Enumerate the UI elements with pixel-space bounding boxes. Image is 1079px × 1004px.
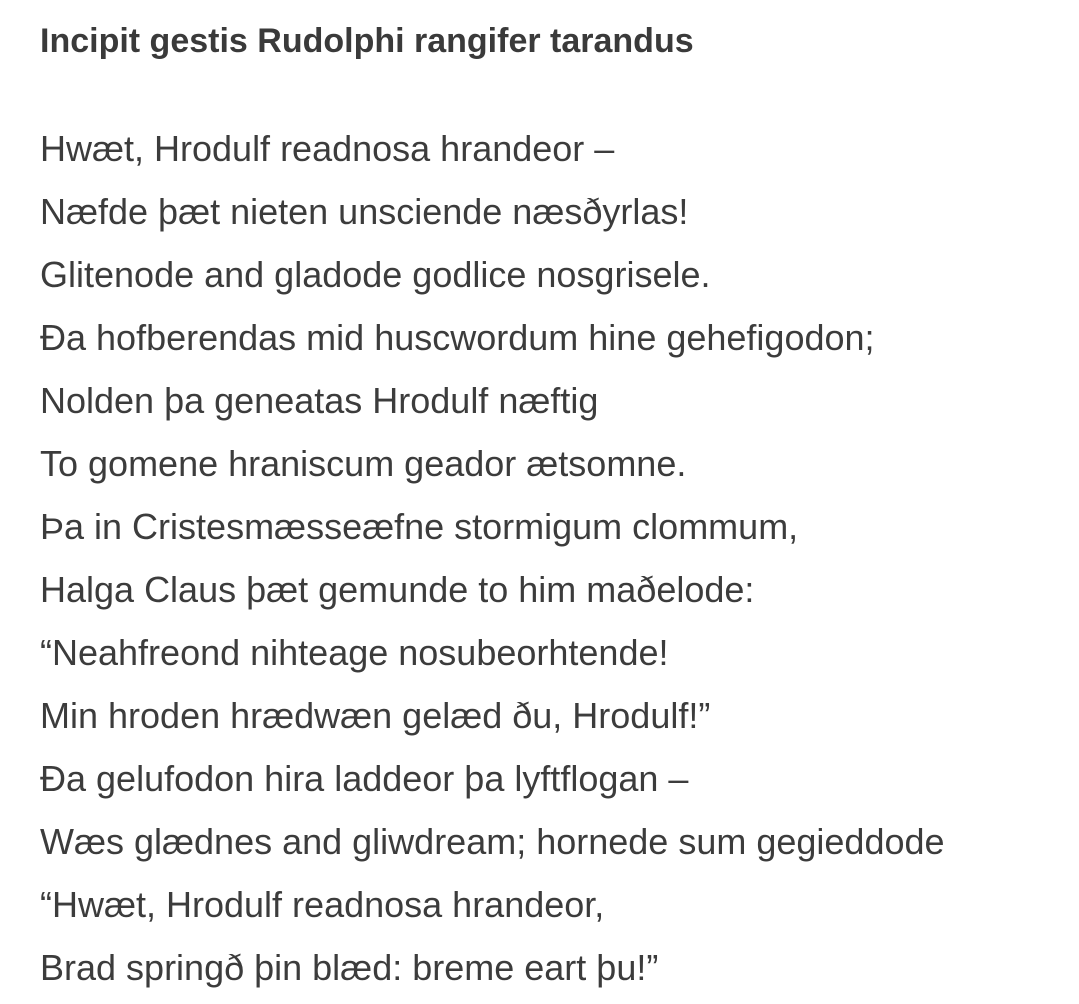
poem-line: Þa in Cristesmæsseæfne stormigum clommum,	[40, 506, 799, 547]
poem-body	[40, 117, 945, 999]
poem-line: Nolden þa geneatas Hrodulf næftig	[40, 380, 599, 421]
poem-line: Min hroden hrædwæn gelæd ðu, Hrodulf!”	[40, 695, 711, 736]
poem-line: Glitenode and gladode godlice nosgrisele.	[40, 254, 711, 295]
poem-line: Hwæt, Hrodulf readnosa hrandeor –	[40, 128, 615, 169]
poem-line: Brad springð þin blæd: breme eart þu!”	[40, 947, 659, 988]
poem-line: Ða hofberendas mid huscwordum hine gehefigodon;	[40, 317, 875, 358]
poem-line: Halga Claus þæt gemunde to him maðelode:	[40, 569, 755, 610]
poem-title: Incipit gestis Rudolphi rangifer tarandus	[40, 22, 694, 60]
poem-line: Wæs glædnes and gliwdream; hornede sum gegieddode	[40, 821, 945, 862]
poem-line: Næfde þæt nieten unsciende næsðyrlas!	[40, 191, 689, 232]
poem-line: “Neahfreond nihteage nosubeorhtende!	[40, 632, 669, 673]
poem-line: Ða gelufodon hira laddeor þa lyftflogan –	[40, 758, 689, 799]
poem-line: “Hwæt, Hrodulf readnosa hrandeor,	[40, 884, 605, 925]
poem-line: To gomene hraniscum geador ætsomne.	[40, 443, 687, 484]
